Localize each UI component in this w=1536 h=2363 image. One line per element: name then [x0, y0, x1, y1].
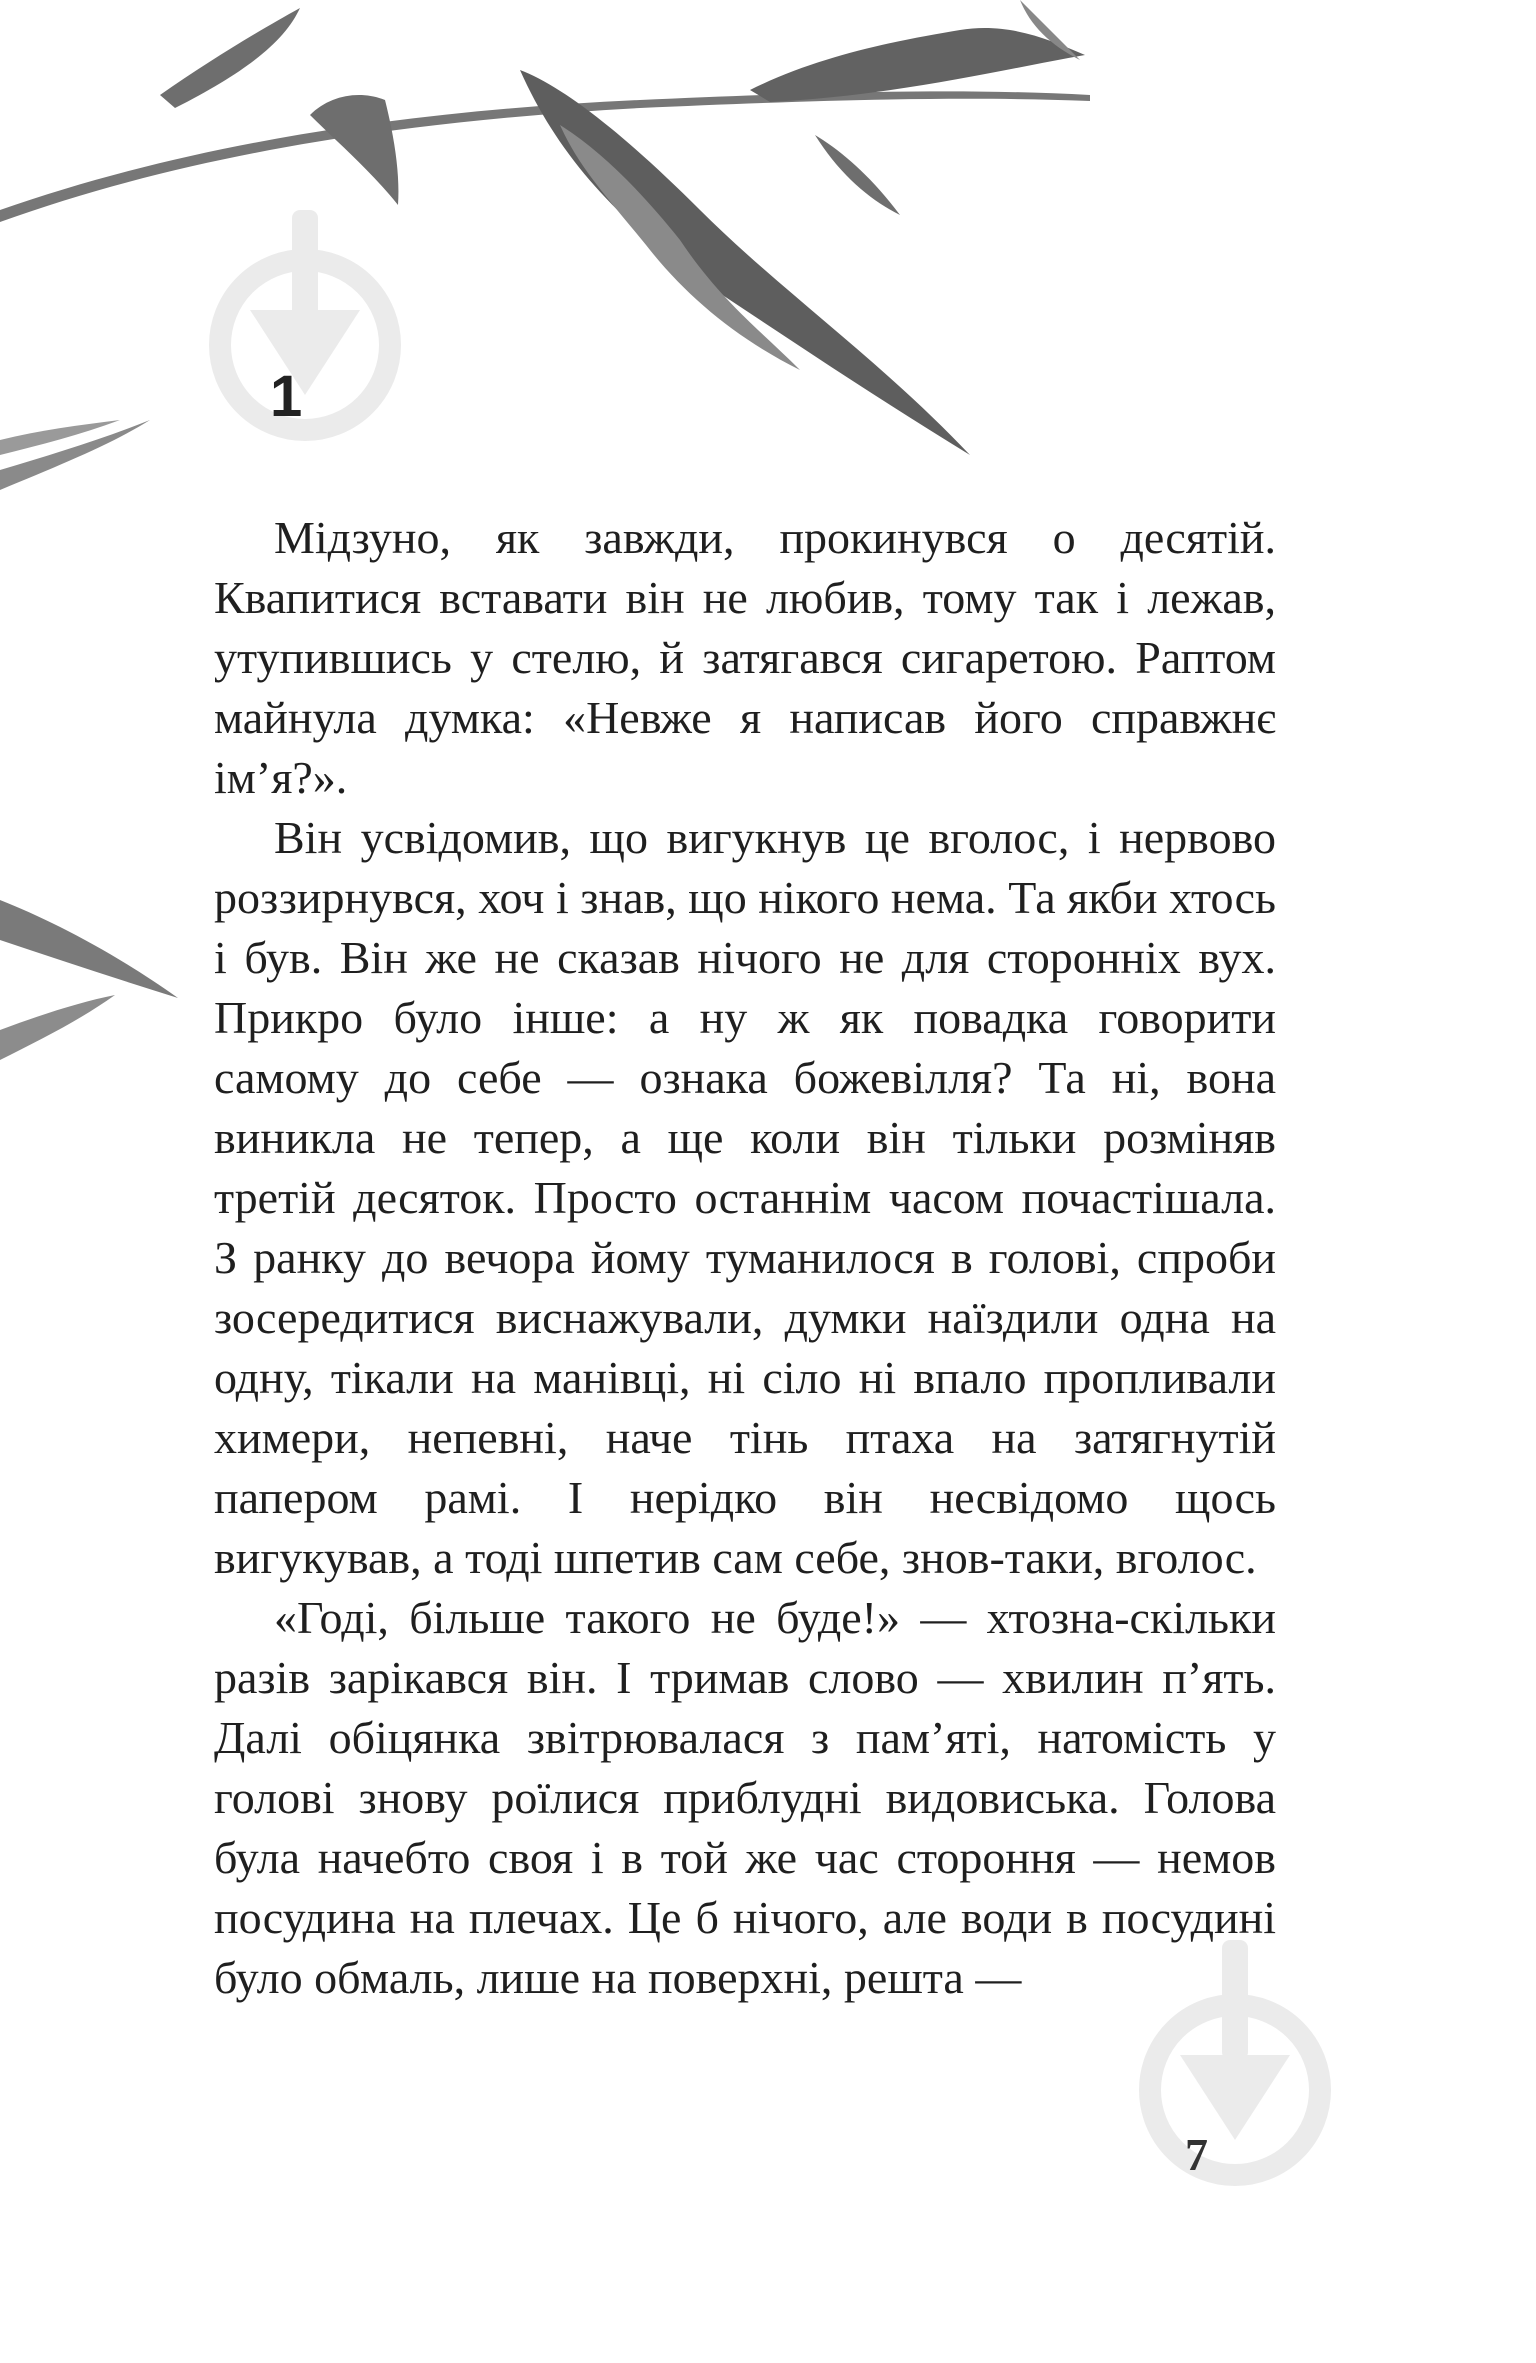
chapter-body	[214, 508, 1276, 2008]
paragraph: «Годі, більше такого не буде!» — хтозна-скільки разів зарікався він. І тримав слово — хвилин п’ять. Далі обіцянка звітрювалася з пам’яті, натомість у голові знову роїлися приблудні видовиська. Голова була начебто своя і в той же час стороння — немов посудина на плечах. Це б нічого, але води в посудині було обмаль, лише на поверхні, решта —	[214, 1592, 1276, 2003]
download-arrow-icon	[200, 210, 410, 450]
paragraph: Мідзуно, як завжди, прокинувся о десятій. Квапитися вставати він не любив, тому так і лежав, утупившись у стелю, й затягався сигаретою. Раптом майнула думка: «Невже я написав його справжнє ім’я?».	[214, 512, 1276, 803]
chapter-number: 1	[270, 364, 303, 429]
paragraph: Він усвідомив, що вигукнув це вголос, і нервово роззирнувся, хоч і знав, що нікого нема. Та якби хтось і був. Він же не сказав нічого не для сторонніх вух. Прикро було інше: а ну ж як повадка говорити самому до себе — ознака божевілля? Та ні, вона виникла не тепер, а ще коли він тільки розміняв третій десяток. Просто останнім часом почастішала. З ранку до вечора йому туманилося в голові, спроби зосередитися виснажували, думки наїздили одна на одну, тікали на манівці, ні сіло ні впало пропливали химери, непевні, наче тінь птаха на затягнутій папером рамі. І нерідко він несвідомо щось вигукував, а тоді шпетив сам себе, знов-таки, вголос.	[214, 812, 1276, 1583]
bamboo-leaf-left-icon	[0, 880, 200, 1080]
page-number: 7	[1185, 2129, 1208, 2180]
